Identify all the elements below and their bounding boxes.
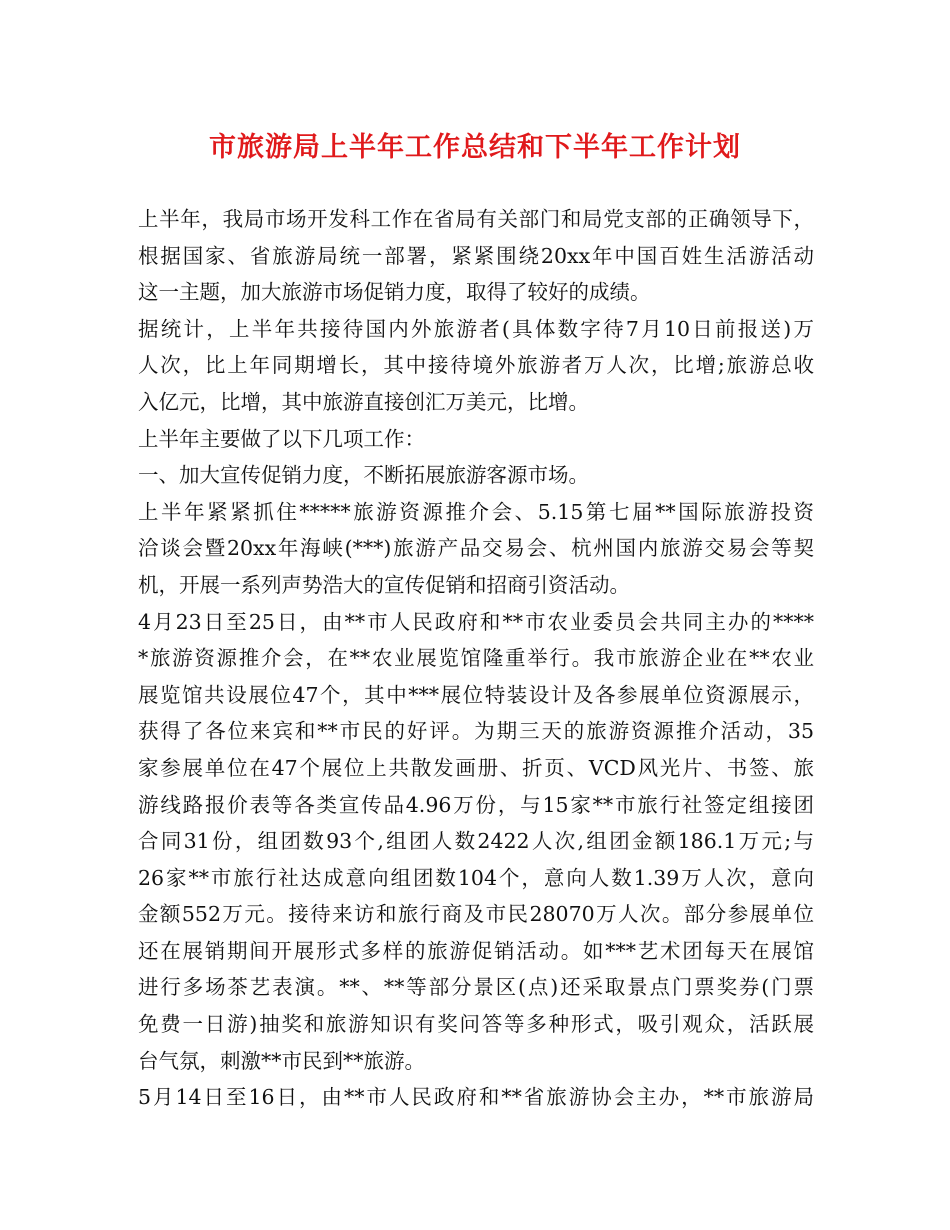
text-line: 上半年，我局市场开发科工作在省局有关部门和局党支部的正确领导下，: [138, 207, 814, 231]
document-title: 市旅游局上半年工作总结和下半年工作计划: [209, 132, 741, 163]
text-line: 进行多场茶艺表演。**、**等部分景区(点)还采取景点门票奖券(门票: [138, 975, 814, 1000]
text-line: 上半年紧紧抓住*****旅游资源推介会、5.15第七届**国际旅游投资: [138, 499, 814, 524]
text-line: 洽谈会暨20xx年海峡(***)旅游产品交易会、杭州国内旅游交易会等契: [138, 536, 814, 561]
text-line: 合同31份，组团数93个,组团人数2422人次,组团金额186.1万元;与: [138, 829, 814, 854]
text-line: 根据国家、省旅游局统一部署，紧紧围绕20xx年中国百姓生活游活动: [138, 243, 814, 268]
text-line: 家参展单位在47个展位上共散发画册、折页、VCD风光片、书签、旅: [138, 755, 814, 780]
text-line: 上半年主要做了以下几项工作：: [138, 426, 425, 451]
document-body: [138, 201, 814, 1116]
text-line: 人次，比上年同期增长，其中接待境外旅游者万人次，比增;旅游总收: [138, 353, 814, 378]
text-line: 4月23日至25日，由**市人民政府和**市农业委员会共同主办的****: [138, 609, 814, 634]
text-line: 入亿元，比增，其中旅游直接创汇万美元，比增。: [138, 389, 589, 414]
text-line: 免费一日游)抽奖和旅游知识有奖问答等多种形式，吸引观众，活跃展: [138, 1012, 814, 1037]
text-line: 获得了各位来宾和**市民的好评。为期三天的旅游资源推介活动，35: [138, 719, 814, 744]
text-line: 机，开展一系列声势浩大的宣传促销和招商引资活动。: [138, 572, 630, 597]
text-line: 金额552万元。接待来访和旅行商及市民28070万人次。部分参展单位: [138, 902, 814, 927]
text-line: 台气氛，刺激**市民到**旅游。: [138, 1048, 425, 1073]
text-line: 展览馆共设展位47个，其中***展位特装设计及各参展单位资源展示，: [138, 682, 814, 707]
text-line: 游线路报价表等各类宣传品4.96万份，与15家**市旅行社签定组接团: [138, 792, 814, 817]
text-line: 26家**市旅行社达成意向组团数104个，意向人数1.39万人次，意向: [138, 865, 814, 890]
text-line: 还在展销期间开展形式多样的旅游促销活动。如***艺术团每天在展馆: [138, 938, 814, 963]
text-line: 据统计，上半年共接待国内外旅游者(具体数字待7月10日前报送)万: [138, 316, 814, 341]
text-line: 这一主题，加大旅游市场促销力度，取得了较好的成绩。: [138, 280, 651, 305]
text-line: *旅游资源推介会，在**农业展览馆隆重举行。我市旅游企业在**农业: [138, 646, 814, 671]
text-line: 一、加大宣传促销力度，不断拓展旅游客源市场。: [138, 463, 589, 488]
text-line: 5月14日至16日，由**市人民政府和**省旅游协会主办，**市旅游局: [138, 1085, 814, 1110]
